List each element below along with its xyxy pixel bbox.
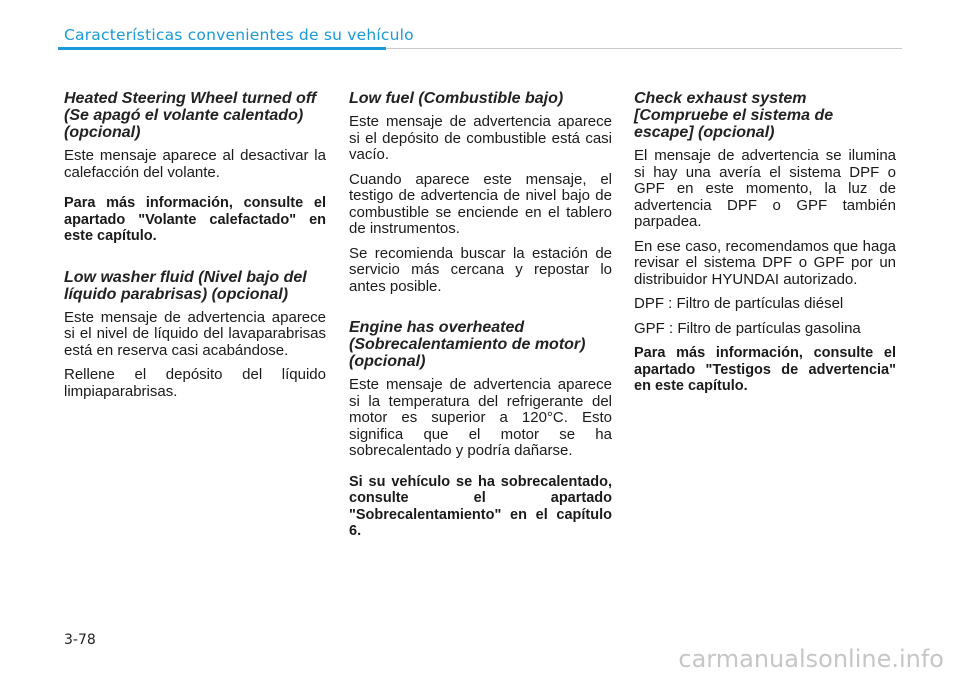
column-left: [64, 90, 326, 408]
dpf-definition: DPF : Filtro de partículas diésel: [634, 295, 844, 312]
low-fuel-text: Este mensaje de advertencia aparece si el depósito de combustible está casi vacío.: [349, 113, 612, 163]
low-washer-fluid-heading: Low washer fluid (Nivel bajo del líquido parabrisas) (opcional): [64, 268, 307, 303]
header-divider-line: [386, 48, 902, 49]
engine-overheated-note: Si su vehículo se ha sobrecalentado, consulte el apartado "Sobrecalentamiento" en el capítulo 6.: [349, 473, 612, 539]
check-exhaust-recommendation: En ese caso, recomendamos que haga revisar el sistema DPF o GPF por un distribuidor HYUNDAI autorizado.: [634, 237, 896, 288]
engine-overheated-text: Este mensaje de advertencia aparece si la temperatura del refrigerante del motor es superior a 120°C. Esto significa que el motor se ha sobrecalentado y podría dañarse.: [349, 376, 612, 459]
low-fuel-recommendation: Se recomienda buscar la estación de servicio más cercana y repostar lo antes posible.: [349, 244, 612, 295]
site-watermark: carmanualsonline.info: [678, 645, 944, 673]
gpf-definition: GPF : Filtro de partículas gasolina: [634, 319, 861, 337]
header-accent-bar: [58, 47, 386, 50]
check-exhaust-note: Para más información, consulte el apartado "Testigos de advertencia" en este capítulo.: [634, 345, 896, 394]
low-fuel-indicator-text: Cuando aparece este mensaje, el testigo de advertencia de nivel bajo de combustible se enciende en el tablero de instrumentos.: [349, 170, 612, 237]
low-washer-fluid-instruction: Rellene el depósito del líquido limpiaparabrisas.: [64, 366, 326, 400]
column-middle: [349, 90, 612, 548]
section-header-title: Características convenientes de su vehículo: [64, 26, 414, 44]
heated-steering-wheel-note: Para más información, consulte el apartado "Volante calefactado" en este capítulo.: [64, 195, 326, 244]
low-fuel-heading: Low fuel (Combustible bajo): [349, 90, 564, 107]
page-number: 3-78: [64, 632, 96, 648]
heated-steering-wheel-text: Este mensaje aparece al desactivar la calefacción del volante.: [64, 147, 326, 181]
column-right: [634, 90, 896, 403]
heated-steering-wheel-heading: Heated Steering Wheel turned off (Se apagó el volante calentado) (opcional): [64, 90, 317, 141]
engine-overheated-heading: Engine has overheated (Sobrecalentamiento de motor) (opcional): [349, 319, 586, 370]
check-exhaust-text: El mensaje de advertencia se ilumina si hay una avería el sistema DPF o GPF en este momento, la luz de advertencia DPF o GPF también parpadea.: [634, 147, 896, 230]
low-washer-fluid-text: Este mensaje de advertencia aparece si el nivel de líquido del lavaparabrisas está en reserva casi acabándose.: [64, 308, 326, 359]
check-exhaust-heading: Check exhaust system [Compruebe el sistema de escape] (opcional): [634, 90, 834, 141]
